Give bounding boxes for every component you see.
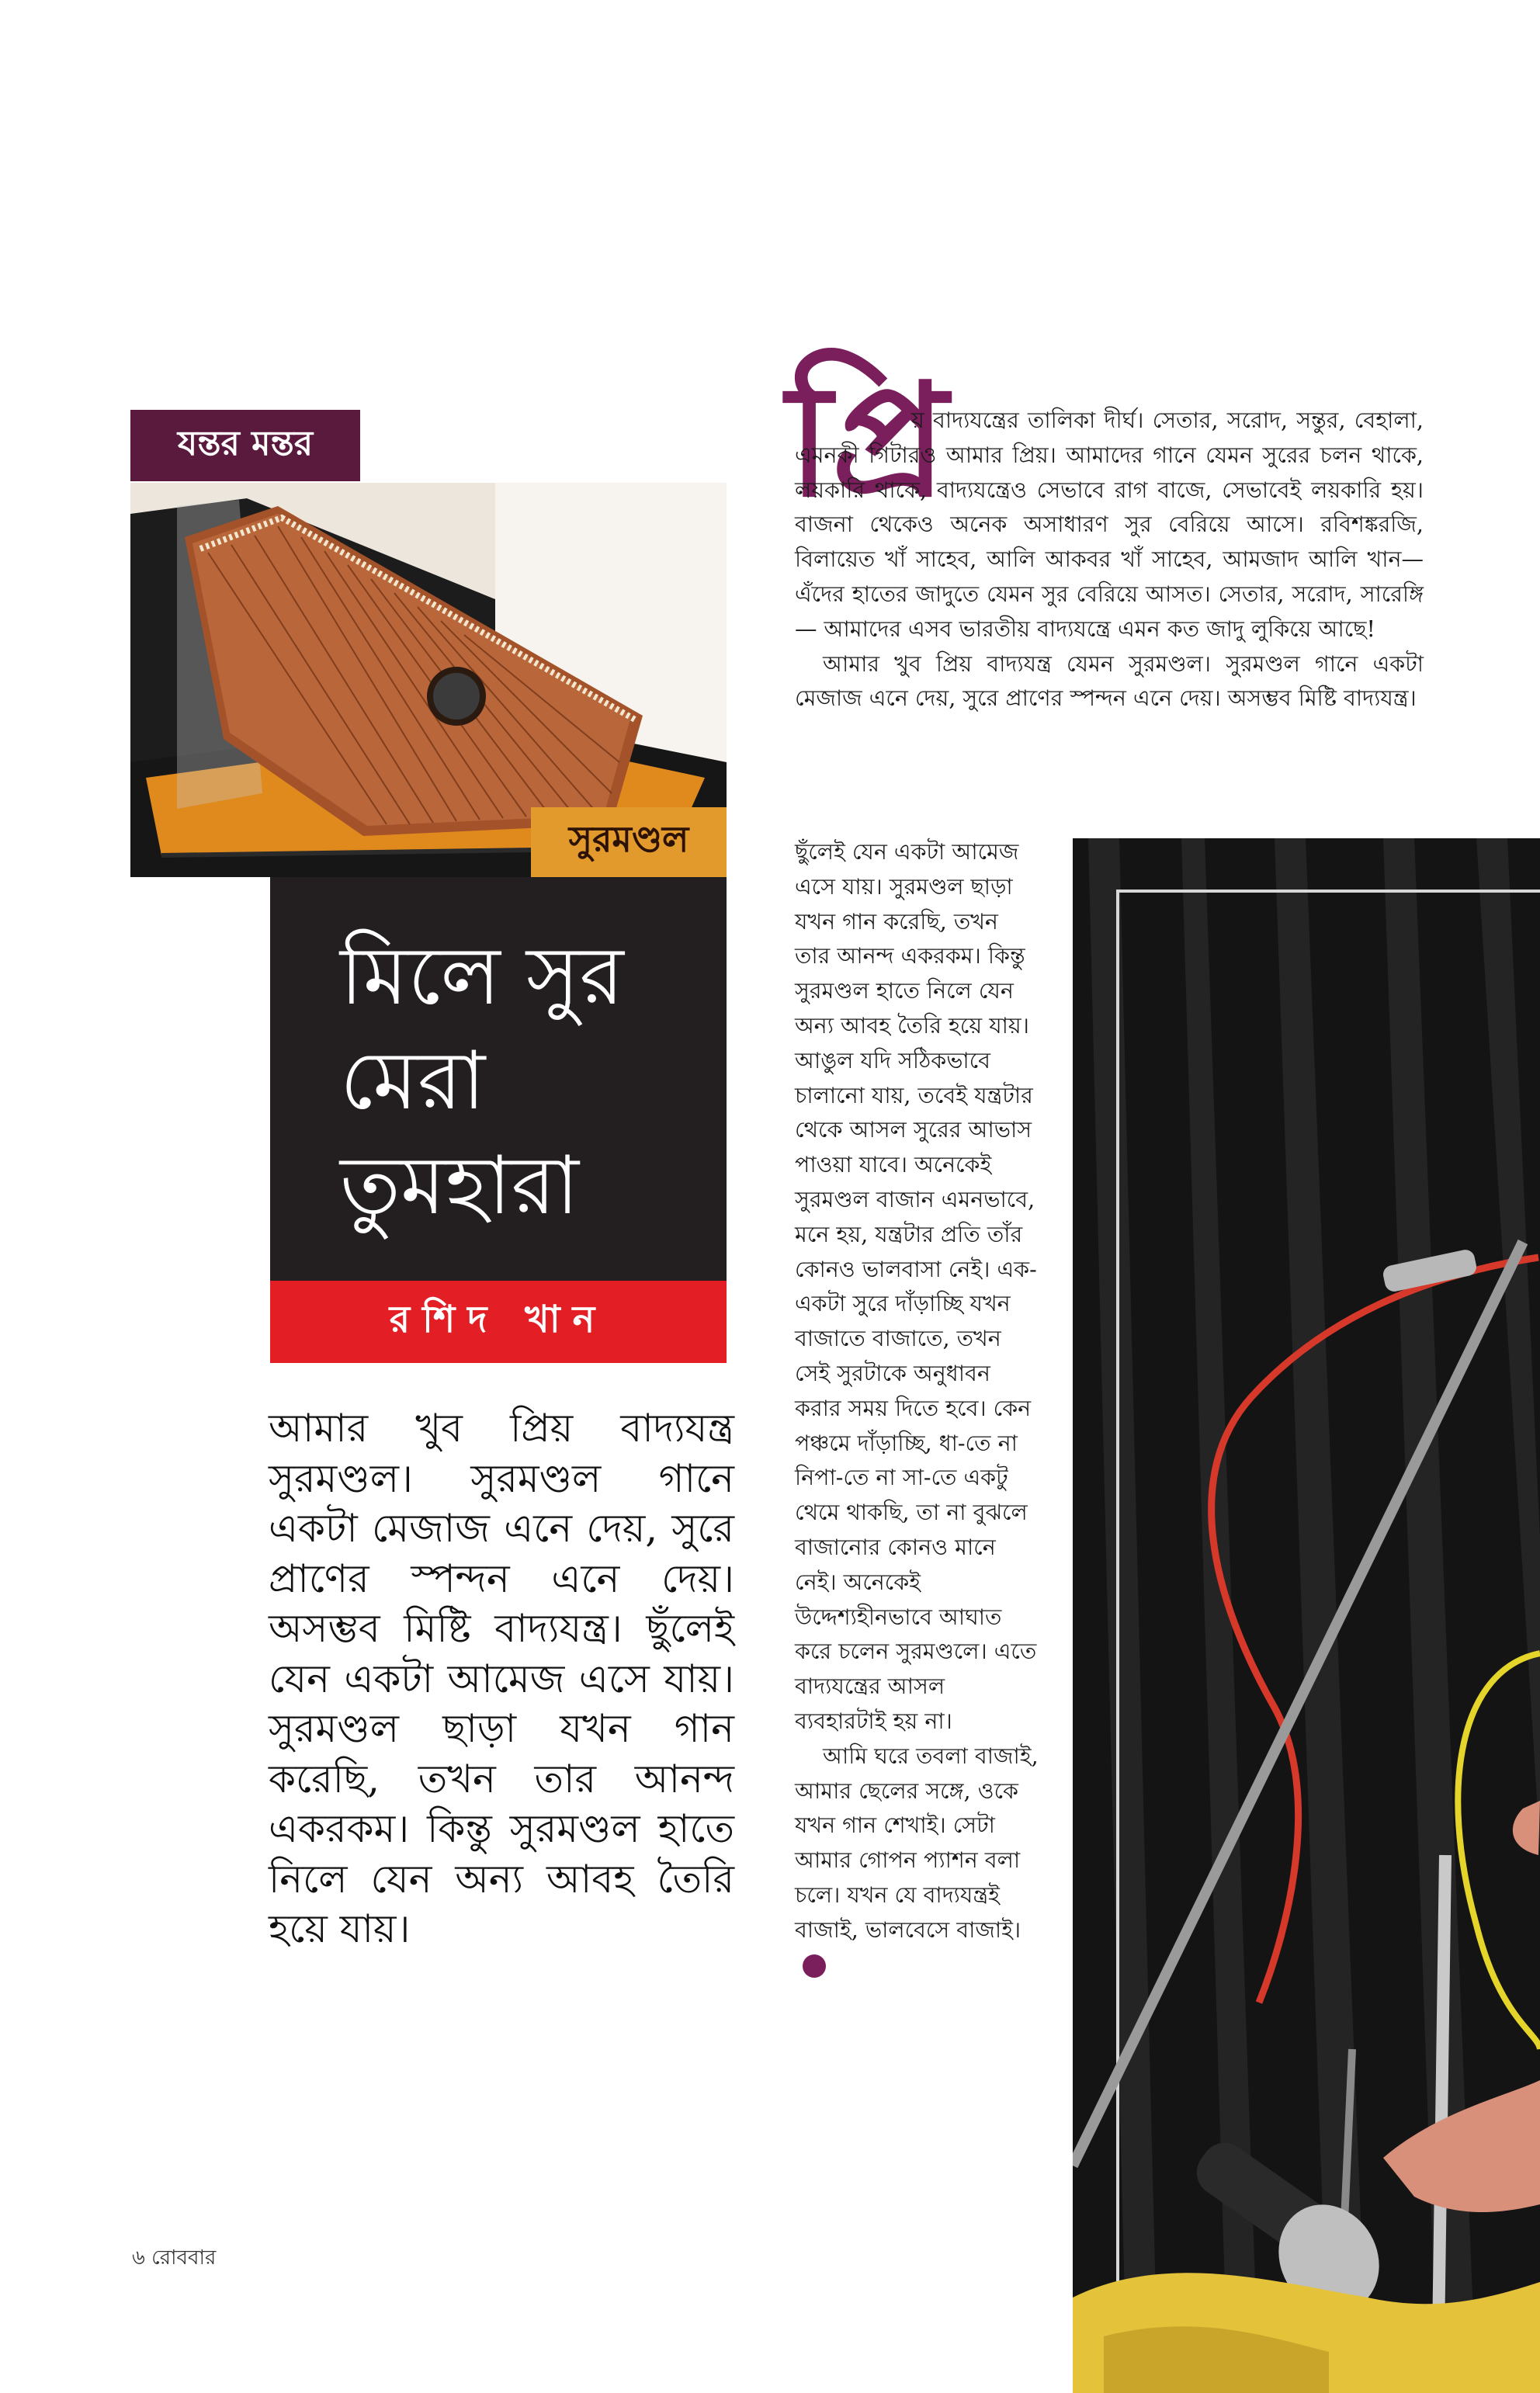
title-line-1: মিলে সুর: [340, 928, 624, 1023]
page-folio: ৬ রোববার: [132, 2246, 217, 2270]
article-paragraph-last: [795, 1739, 1040, 1983]
article-paragraph: ছুঁলেই যেন একটা আমেজ এসে যায়। সুরমণ্ডল ছাড়া যখন গান করেছি, তখন তার আনন্দ একরকম। কিন্তু সুরমণ্ডল হাতে নিলে যেন অন্য আবহ তৈরি হয়ে যায়। আঙুল যদি সঠিকভাবে চালানো যায়, তবেই যন্ত্রটার থেকে আসল সুরের আভাস পাওয়া যাবে। অনেকেই সুরমণ্ডল বাজান এমনভাবে, মনে হয়, যন্ত্রটার প্রতি তাঁর কোনও ভালবাসা নেই। এক-একটা সুরে দাঁড়াচ্ছি যখন বাজাতে বাজাতে, তখন সেই সুরটাকে অনুধাবন করার সময় দিতে হবে। কেন পঞ্চমে দাঁড়াচ্ছি, ধা-তে না নিপা-তে না সা-তে একটু থেমে থাকছি, তা না বুঝলে বাজানোর কোনও মানে নেই। অনেকেই উদ্দেশ্যহীনভাবে আঘাত করে চলেন সুরমণ্ডলে। এতে বাদ্যযন্ত্রের আসল ব্যবহারটাই হয় না।: [795, 839, 1037, 1734]
performance-photo: [1073, 838, 1540, 2393]
title-line-3: তুমহারা: [340, 1138, 579, 1233]
performance-illustration: [1073, 838, 1540, 2393]
title-line-2: মেরা: [340, 1033, 486, 1128]
article-paragraph: আমার খুব প্রিয় বাদ্যযন্ত্র যেমন সুরমণ্ডল। সুরমণ্ডল গানে একটা মেজাজ এনে দেয়, সুরে প্রাণের স্পন্দন এনে দেয়। অসম্ভব মিষ্টি বাদ্যযন্ত্র।: [795, 650, 1424, 712]
pull-quote: আমার খুব প্রিয় বাদ্যযন্ত্র সুরমণ্ডল। সুরমণ্ডল গানে একটা মেজাজ এনে দেয়, সুরে প্রাণের স্পন্দন এনে দেয়। অসম্ভব মিষ্টি বাদ্যযন্ত্র। ছুঁলেই যেন একটা আমেজ এসে যায়। সুরমণ্ডল ছাড়া যখন গান করেছি, তখন তার আনন্দ একরকম। কিন্তু সুরমণ্ডল হাতে নিলে যেন অন্য আবহ তৈরি হয়ে যায়।: [269, 1406, 734, 1951]
end-mark-icon: [803, 1954, 826, 1978]
article-body-top: [795, 404, 1424, 716]
section-tag: যন্তর মন্তর: [130, 410, 360, 481]
article-paragraph-text: আমি ঘরে তবলা বাজাই, আমার ছেলের সঙ্গে, ওকে যখন গান শেখাই। সেটা আমার গোপন প্যাশন বলা চলে। যখন যে বাদ্যযন্ত্রই বাজাই, ভালবেসে বাজাই।: [795, 1743, 1039, 1943]
instrument-caption: সুরমণ্ডল: [531, 807, 727, 877]
drop-cap: প্রি: [787, 349, 948, 532]
article-body-narrow: [795, 835, 1040, 1982]
title-block: [270, 877, 727, 1281]
article-paragraph: য় বাদ্যযন্ত্রের তালিকা দীর্ঘ। সেতার, সরোদ, সন্তুর, বেহালা, এমনকী গিটারও আমার প্রিয়। আমাদের গানে যেমন সুরের চলন থাকে, লয়কারি থাকে, বাদ্যযন্ত্রেও সেভাবে রাগ বাজে, সেভাবেই লয়কারি হয়। বাজনা থেকেও অনেক অসাধারণ সুর বেরিয়ে আসে। রবিশঙ্করজি, বিলায়েত খাঁ সাহেব, আলি আকবর খাঁ সাহেব, আমজাদ আলি খান— এঁদের হাতের জাদুতে যেমন সুর বেরিয়ে আসত। সেতার, সরোদ, সারেঙ্গি— আমাদের এসব ভারতীয় বাদ্যযন্ত্রে এমন কত জাদু লুকিয়ে আছে!: [795, 408, 1424, 642]
author-byline: রশিদ খান: [270, 1281, 727, 1363]
